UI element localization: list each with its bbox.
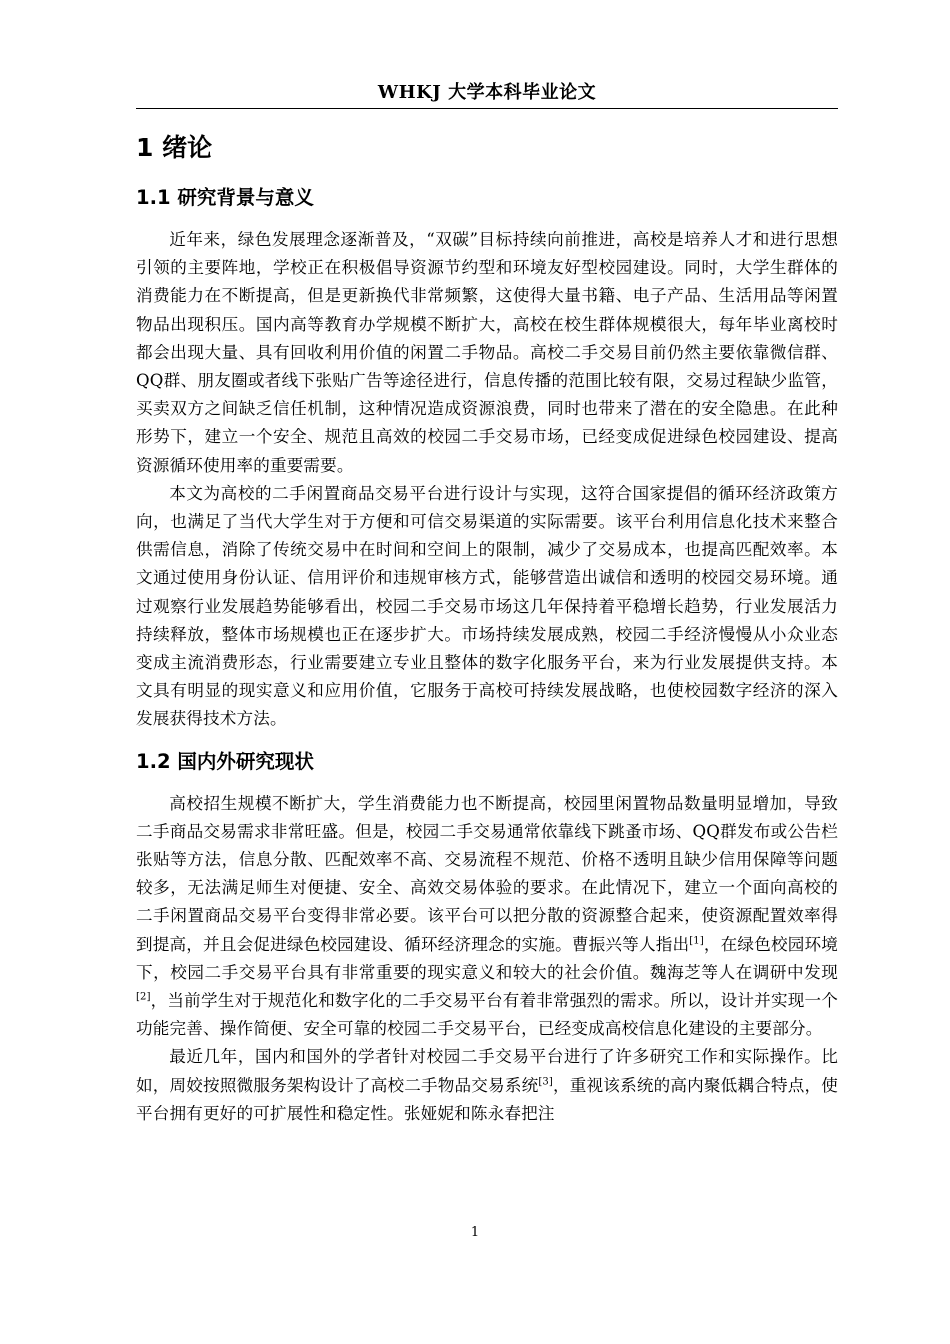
running-header: WHKJ 大学本科毕业论文 [377, 82, 597, 103]
citation-ref: [3] [538, 1076, 553, 1088]
paragraph: 本文为高校的二手闲置商品交易平台进行设计与实现，这符合国家提倡的循环经济政策方向，也满足了当代大学生对于方便和可信交易渠道的实际需要。该平台利用信息化技术来整合供需信息，消除了传统交易中在时间和空间上的限制，减少了交易成本，也提高匹配效率。本文通过使用身份认证、信用评价和违规审核方式，能够营造出诚信和透明的校园交易环境。通过观察行业发展趋势能够看出，校园二手交易市场这几年保持着平稳增长趋势，行业发展活力持续释放，整体市场规模也正在逐步扩大。市场持续发展成熟，校园二手经济慢慢从小众业态变成主流消费形态，行业需要建立专业且整体的数字化服务平台，来为行业发展提供支持。本文具有明显的现实意义和应用价值，它服务于高校可持续发展战略，也使校园数字经济的深入发展获得技术方法。 [136, 483, 838, 729]
paragraph-text: 高校招生规模不断扩大，学生消费能力也不断提高，校园里闲置物品数量明显增加，导致二手商品交易需求非常旺盛。但是，校园二手交易通常依靠线下跳蚤市场、QQ群发布或公告栏张贴等方法，信息分散、匹配效率不高、交易流程不规范、价格不透明且缺少信用保障等问题较多，无法满足师生对便捷、安全、高效交易体验的要求。在此情况下，建立一个面向高校的二手闲置商品交易平台变得非常必要。该平台可以把分散的资源整合起来，使资源配置效率得到提高，并且会促进绿色校园建设、循环经济理念的实施。曹振兴等人指出 [136, 793, 838, 954]
page-body [136, 118, 838, 1128]
paragraph-text: ，重视该系统的高内聚低耦合特点，使平台拥有更好的可扩展性和稳定性。张娅妮和陈永春把注 [136, 1075, 838, 1123]
section-title-1-1: 1.1 研究背景与意义 [136, 186, 314, 209]
paragraph-text: ，当前学生对于规范化和数字化的二手交易平台有着非常强烈的需求。所以，设计并实现一个功能完善、操作简便、安全可靠的校园二手交易平台，已经变成高校信息化建设的主要部分。 [136, 991, 838, 1039]
paragraph: 近年来，绿色发展理念逐渐普及，“双碳”目标持续向前推进，高校是培养人才和进行思想引领的主要阵地，学校正在积极倡导资源节约型和环境友好型校园建设。同时，大学生群体的消费能力在不断提高，但是更新换代非常频繁，这使得大量书籍、电子产品、生活用品等闲置物品出现积压。国内高等教育办学规模不断扩大，高校在校生群体规模很大，每年毕业离校时都会出现大量、具有回收利用价值的闲置二手物品。高校二手交易目前仍然主要依靠微信群、QQ群、朋友圈或者线下张贴广告等途径进行，信息传播的范围比较有限，交易过程缺少监管，买卖双方之间缺乏信任机制，这种情况造成资源浪费，同时也带来了潜在的安全隐患。在此种形势下，建立一个安全、规范且高效的校园二手交易市场，已经变成促进绿色校园建设、提高资源循环使用率的重要需要。 [136, 230, 838, 475]
page-number: 1 [470, 1225, 480, 1240]
header-rule [136, 108, 838, 109]
chapter-title: 1 绪论 [136, 133, 213, 162]
citation-ref: [2] [136, 991, 151, 1003]
paragraph [136, 790, 838, 1044]
paragraph-text: ，在绿色校园环境下，校园二手交易平台具有非常重要的现实意义和较大的社会价值。魏海芝等人在调研中发现 [136, 934, 838, 982]
paragraph [136, 1043, 838, 1128]
section-title-1-2: 1.2 国内外研究现状 [136, 749, 314, 773]
paragraph-text: 最近几年，国内和国外的学者针对校园二手交易平台进行了许多研究工作和实际操作。比如，周姣按照微服务架构设计了高校二手物品交易系统 [136, 1047, 838, 1095]
citation-ref: [1] [689, 935, 704, 947]
